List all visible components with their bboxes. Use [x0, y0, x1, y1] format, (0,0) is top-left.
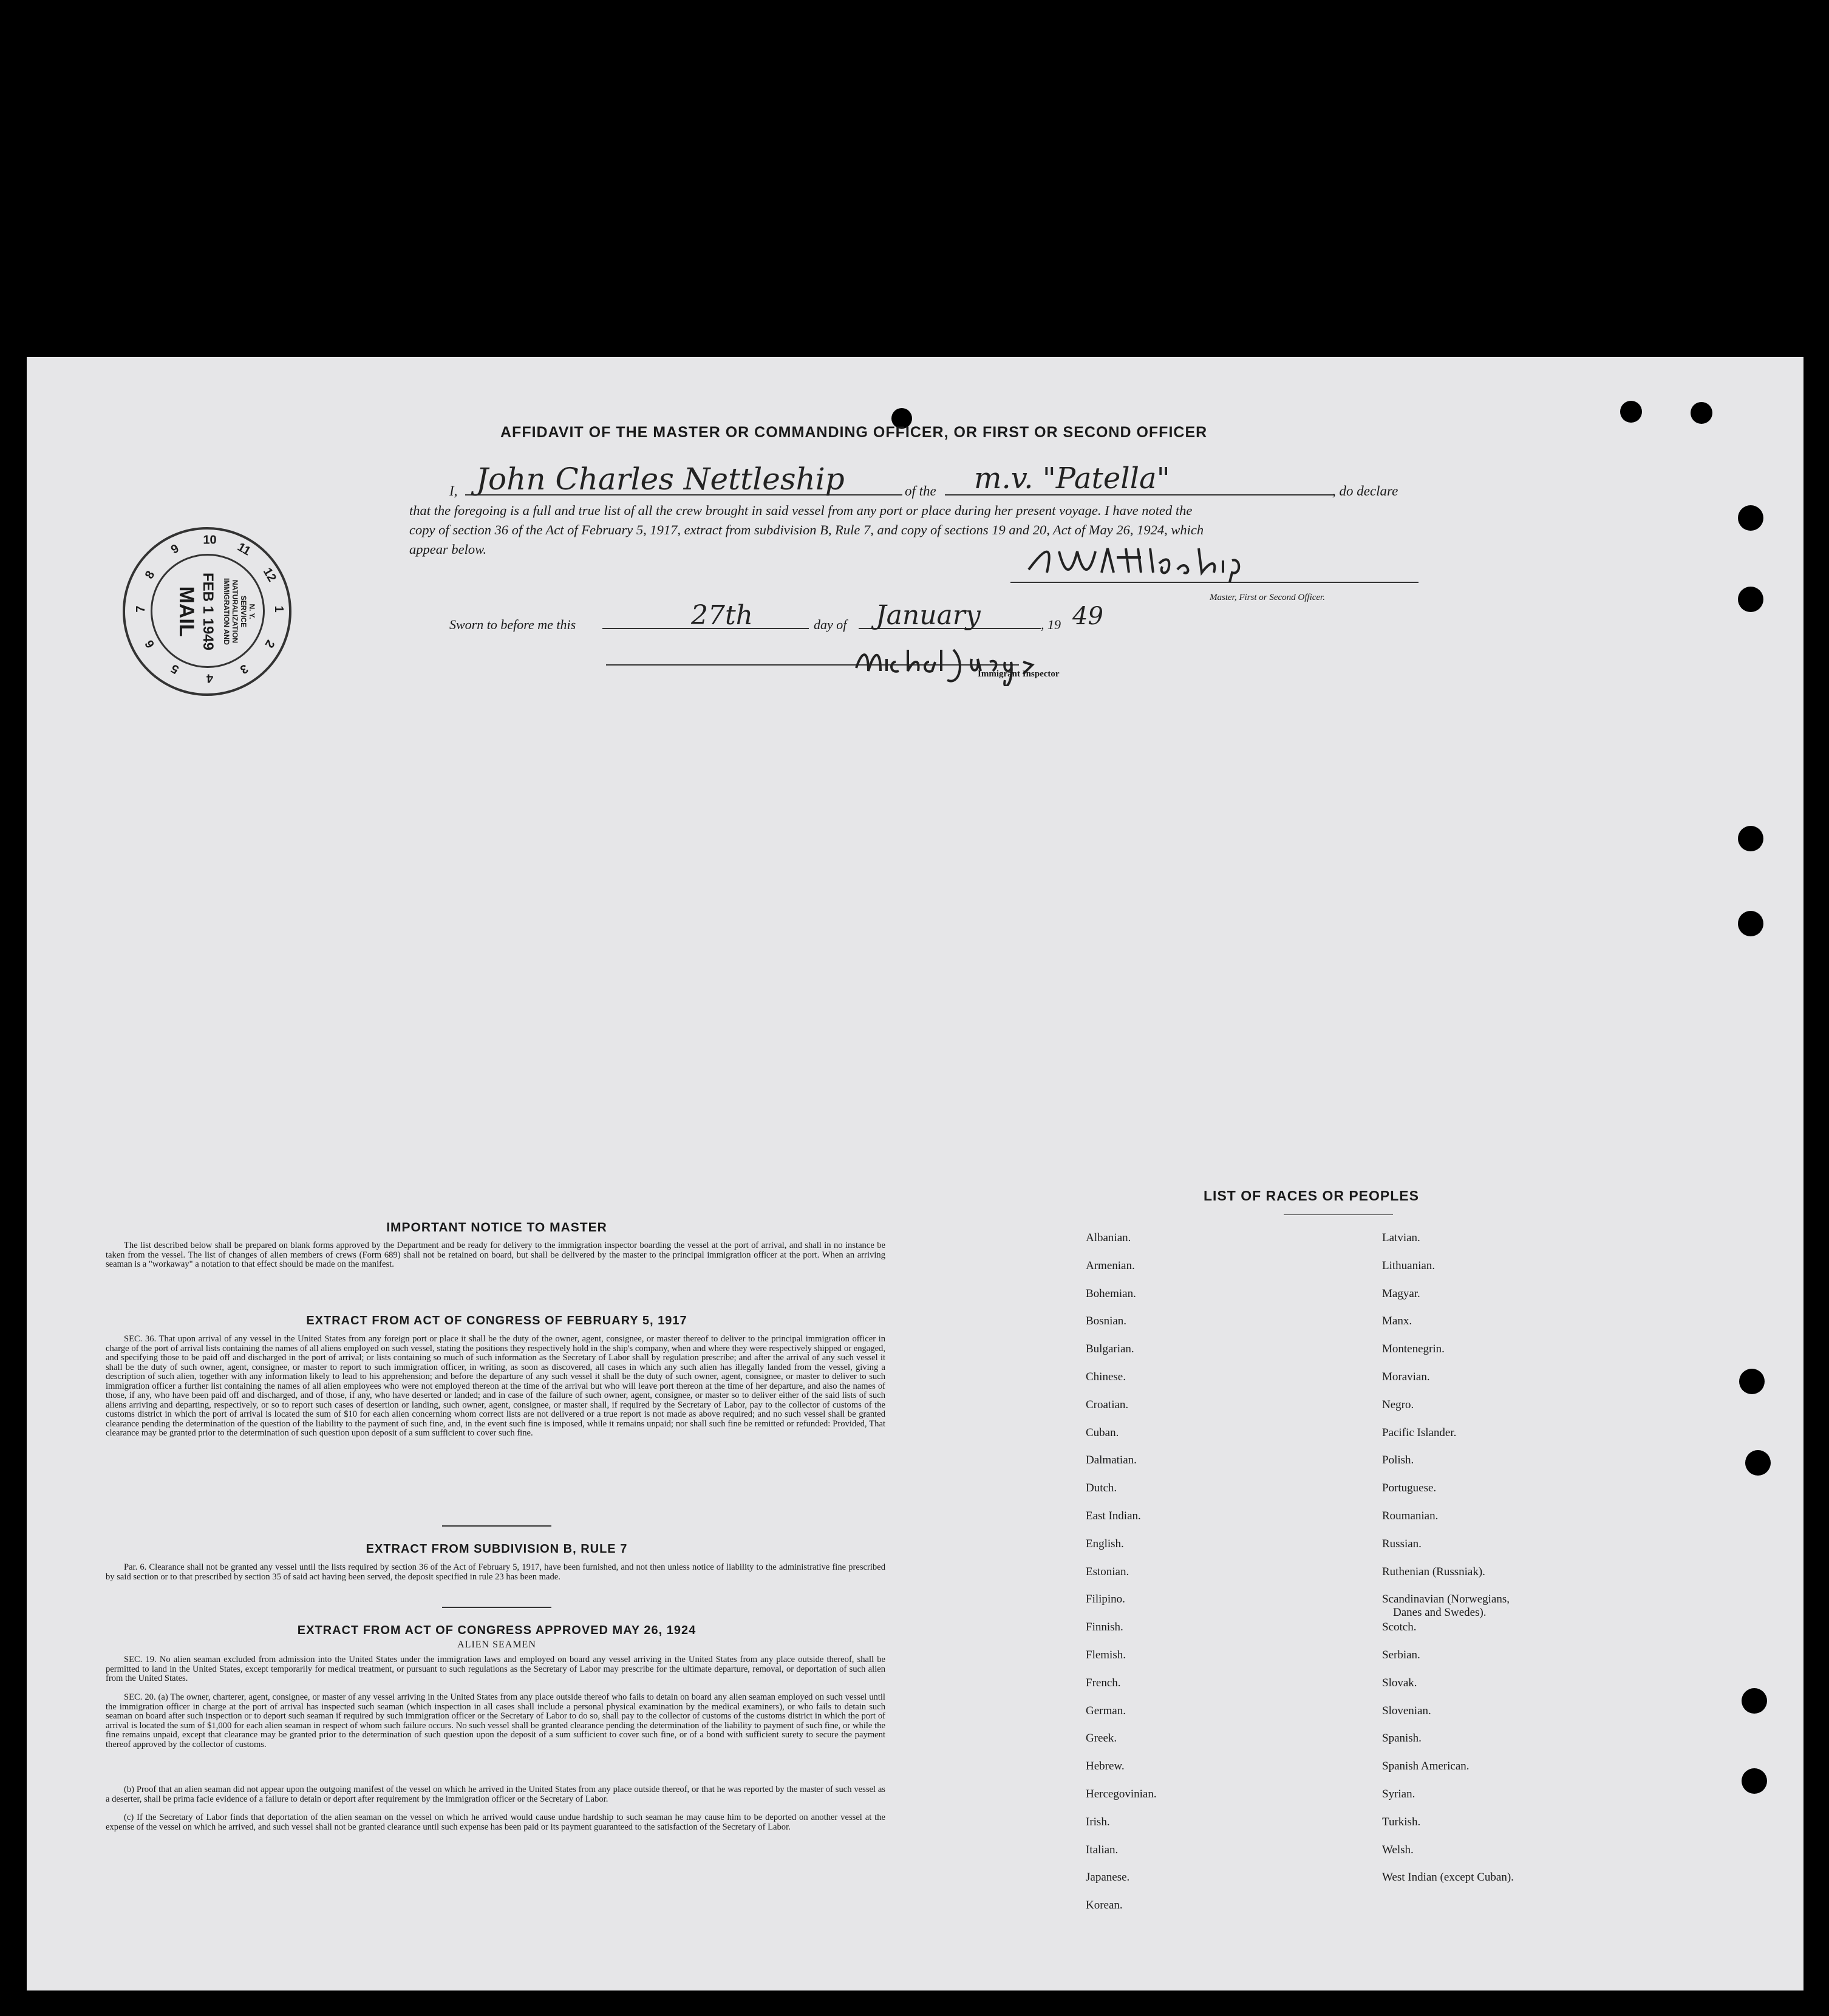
- document-page: [27, 357, 1803, 1990]
- stamp-number: 11: [235, 540, 253, 559]
- race-item: East Indian.: [1086, 1510, 1141, 1522]
- race-item: Pacific Islander.: [1382, 1426, 1457, 1439]
- race-item: Negro.: [1382, 1398, 1414, 1411]
- affidavit-title: AFFIDAVIT OF THE MASTER OR COMMANDING OFFICER, OR FIRST OR SECOND OFFICER: [500, 424, 1208, 441]
- race-item: Italian.: [1086, 1844, 1119, 1856]
- master-name: John Charles Nettleship: [476, 461, 845, 497]
- race-item: Spanish.: [1382, 1732, 1422, 1745]
- race-item: Hebrew.: [1086, 1760, 1125, 1773]
- extract2-text: Par. 6. Clearance shall not be granted any vessel until the lists required by section 36 of the Act of February 5, 1917, have been furnished, and not then unless notice of liability to the administrative fine prescribed by said section or to that prescribed by section 35 of said act having been served, the deposit specified in rule 23 has been made.: [106, 1562, 885, 1582]
- extract3-sec20b: (b) Proof that an alien seaman did not appear upon the outgoing manifest of the vessel on which he arrived in the United States from any place outside thereof, or that he was reported by the master of such vessel as a deserter, shall be prima facie evidence of a failure to detain or deport after requirement by the immigration officer or the Secretary of Labor.: [106, 1785, 885, 1804]
- race-item: Montenegrin.: [1382, 1343, 1445, 1355]
- race-item: Bohemian.: [1086, 1287, 1136, 1300]
- race-item: Russian.: [1382, 1538, 1422, 1550]
- notice-title: IMPORTANT NOTICE TO MASTER: [386, 1221, 607, 1234]
- race-item: Bulgarian.: [1086, 1343, 1134, 1355]
- stamp-number: 4: [206, 671, 214, 685]
- races-title: LIST OF RACES OR PEOPLES: [1204, 1188, 1419, 1204]
- punch-hole: [1738, 911, 1763, 936]
- race-item: Portuguese.: [1382, 1482, 1437, 1494]
- race-item: Albanian.: [1086, 1231, 1131, 1244]
- race-item: Bosnian.: [1086, 1315, 1127, 1327]
- year-prefix: , 19: [1041, 617, 1061, 632]
- stamp-number: 9: [169, 542, 182, 557]
- extract1-text: SEC. 36. That upon arrival of any vessel in the United States from any foreign port or place it shall be the duty of the owner, agent, consignee, or master thereof to deliver to the principal immigration officer in charge of the port of arrival lists containing the names of all aliens employed on such vessel, stating the positions they respectively hold in the ship's company, when and where they were respectively shipped or engaged, and specifying those to be paid off and discharged in the port of arrival; or lists containing so much of such information as the Secretary of Labor shall by regulation prescribe; and after the arrival of any such vessel it shall be the duty of such owner, agent, consignee, or master to report to such immigration officer, in writing, as soon as discovered, all cases in which any such alien has illegally landed from the vessel, giving a description of such alien, together with any information likely to lead to his apprehension; and before the departure of any such vessel it shall be the duty of such owner, agent, consignee, or master to deliver to such immigration officer a further list containing the names of all alien employees who were not employed thereon at the time of the arrival but who will leave port thereon at the time of her departure, and also the names of those, if any, who have been paid off and discharged, and of those, if any, who have deserted or landed; and in case of the failure of such owner, agent, consignee, or master so to deliver either of the said lists of such aliens arriving and departing, respectively, or so to report such cases of desertion or landing, such owner, agent, consignee, or master shall, if required by the Secretary of Labor, pay to the collector of customs of the customs district in which the port of arrival is located the sum of $10 for each alien concerning whom correct lists are not delivered or a true report is not made as above required; and no such vessel shall be granted clearance pending the determination of the question of the liability to the payment of such fine, and, in the event such fine is imposed, while it remains unpaid; nor shall such fine be remitted or refunded: Provided, That clearance may be granted prior to the determination of such question upon deposit of a sum sufficient to cover such fine.: [106, 1334, 885, 1438]
- race-item: Serbian.: [1382, 1649, 1420, 1661]
- race-item: Roumanian.: [1382, 1510, 1439, 1522]
- extract3-sec19: SEC. 19. No alien seaman excluded from admission into the United States under the immigration laws and employed on board any vessel arriving in the United States from any place outside thereof, shall be permitted to land in the United States, except temporarily for medical treatment, or pursuant to such regulations as the Secretary of Labor may prescribe for the ultimate departure, removal, or deportation of such alien from the United States.: [106, 1655, 885, 1683]
- master-signature-line: [1010, 582, 1419, 583]
- mail-stamp: [123, 527, 291, 696]
- race-item: Spanish American.: [1382, 1760, 1470, 1773]
- sworn-year: 49: [1072, 602, 1103, 630]
- race-item: Lithuanian.: [1382, 1259, 1436, 1272]
- race-item: Finnish.: [1086, 1621, 1123, 1633]
- extract3-subtitle: ALIEN SEAMEN: [457, 1640, 536, 1650]
- punch-hole: [1691, 402, 1712, 424]
- divider: [442, 1607, 551, 1608]
- race-item: Syrian.: [1382, 1788, 1415, 1800]
- extract3-title: EXTRACT FROM ACT OF CONGRESS APPROVED MAY 26, 1924: [297, 1624, 697, 1637]
- extract1-title: EXTRACT FROM ACT OF CONGRESS OF FEBRUARY 5, 1917: [306, 1314, 687, 1327]
- stamp-number: 2: [262, 637, 278, 650]
- race-item: Polish.: [1382, 1454, 1414, 1466]
- race-item: Dutch.: [1086, 1482, 1117, 1494]
- day-of-label: day of: [814, 617, 847, 632]
- race-item: Scandinavian (Norwegians,: [1382, 1593, 1510, 1606]
- stamp-number: 6: [142, 637, 158, 650]
- race-item: Slovenian.: [1382, 1704, 1431, 1717]
- race-item: West Indian (except Cuban).: [1382, 1871, 1514, 1884]
- race-item: Scotch.: [1382, 1621, 1417, 1633]
- race-item: Manx.: [1382, 1315, 1412, 1327]
- sworn-month: January: [876, 600, 981, 631]
- extract3-sec20c: (c) If the Secretary of Labor finds that deportation of the alien seaman on the vessel on which he arrived would cause undue hardship to such seaman he may cause him to be deported on another vessel at the expense of the vessel on which he arrived, and such vessel shall not be granted clearance until such expense has been paid or its payment guaranteed to the satisfaction of the Secretary of Labor.: [106, 1813, 885, 1832]
- race-item: Flemish.: [1086, 1649, 1126, 1661]
- punch-hole: [1738, 505, 1763, 531]
- of-the-label: of the: [905, 483, 936, 499]
- race-item: Magyar.: [1382, 1287, 1420, 1300]
- race-item: English.: [1086, 1538, 1124, 1550]
- races-title-rule: [1284, 1214, 1393, 1215]
- race-item: Hercegovinian.: [1086, 1788, 1157, 1800]
- declaration-line-2: copy of section 36 of the Act of February 5, 1917, extract from subdivision B, Rule 7, and copy of sections 19 and 20, Act of May 26, 1924, which: [409, 522, 1204, 537]
- race-item: Danes and Swedes).: [1393, 1606, 1487, 1619]
- stamp-number: 10: [203, 533, 217, 547]
- race-item: Cuban.: [1086, 1426, 1119, 1439]
- stamp-line-4: NATURALIZATION: [231, 579, 239, 644]
- race-item: German.: [1086, 1704, 1126, 1717]
- race-item: Korean.: [1086, 1899, 1123, 1912]
- race-item: Filipino.: [1086, 1593, 1125, 1606]
- stamp-line-6: N. Y.: [248, 604, 256, 619]
- stamp-number: 5: [169, 661, 182, 676]
- divider: [442, 1525, 551, 1527]
- race-item: Japanese.: [1086, 1871, 1130, 1884]
- punch-hole: [1742, 1768, 1767, 1794]
- race-item: Moravian.: [1382, 1371, 1430, 1383]
- stamp-number: 7: [134, 605, 148, 613]
- vessel-name: m.v. "Patella": [974, 461, 1170, 495]
- sworn-day: 27th: [691, 600, 754, 631]
- race-item: Slovak.: [1382, 1677, 1417, 1689]
- stamp-line-2: FEB 1 1949: [200, 572, 216, 651]
- race-item: Welsh.: [1382, 1844, 1414, 1856]
- punch-hole: [1745, 1450, 1771, 1476]
- extract2-title: EXTRACT FROM SUBDIVISION B, RULE 7: [366, 1542, 628, 1556]
- stamp-line-5: SERVICE: [239, 595, 248, 628]
- race-item: Estonian.: [1086, 1565, 1129, 1578]
- stamp-line-3: IMMIGRATION AND: [222, 578, 231, 645]
- punch-hole: [1738, 826, 1763, 851]
- extract3-sec20a: SEC. 20. (a) The owner, charterer, agent, consignee, or master of any vessel arriving in the United States from any place outside thereof who fails to detain on board any alien seaman employed on such vessel until the immigration officer in charge at the port of arrival has inspected such seaman (which inspection in all cases shall include a personal physical examination by the medical examiners), or who fails to detain such seaman on board after such inspection or to deport such seaman if required by such immigration officer or the Secretary of Labor to do so, shall pay to the collector of customs of the customs district in which the port of arrival is located the sum of $1,000 for each alien seaman in respect of whom such failure occurs. No such vessel shall be granted clearance pending the determination of the liability to payment of such fine, or while the fine remains unpaid, except that clearance may be granted prior to the determination of such question upon the deposit of a sum sufficient to cover such fine, or of a bond with sufficient surety to secure the payment thereof approved by the collector of customs.: [106, 1692, 885, 1749]
- master-signature: [1010, 539, 1350, 582]
- stamp-line-1: MAIL: [175, 586, 198, 637]
- stamp-number: 1: [272, 605, 285, 613]
- race-item: Irish.: [1086, 1816, 1110, 1828]
- punch-hole: [1739, 1369, 1765, 1394]
- declaration-line-3: appear below.: [409, 542, 487, 557]
- race-item: Latvian.: [1382, 1231, 1420, 1244]
- stamp-number: 12: [260, 565, 279, 584]
- race-item: Croatian.: [1086, 1398, 1129, 1411]
- race-item: Armenian.: [1086, 1259, 1135, 1272]
- punch-hole: [1742, 1688, 1767, 1714]
- master-signature-svg: [1010, 539, 1350, 582]
- sworn-label: Sworn to before me this: [449, 617, 576, 632]
- race-item: French.: [1086, 1677, 1121, 1689]
- punch-hole: [1738, 587, 1763, 612]
- race-item: Turkish.: [1382, 1816, 1421, 1828]
- stamp-number: 8: [142, 568, 158, 581]
- race-item: Dalmatian.: [1086, 1454, 1137, 1466]
- declaration-line-1: that the foregoing is a full and true list of all the crew brought in said vessel from any port or place during her present voyage. I have noted the: [409, 503, 1193, 518]
- punch-hole: [1620, 401, 1642, 423]
- race-item: Ruthenian (Russniak).: [1382, 1565, 1485, 1578]
- do-declare-label: , do declare: [1332, 483, 1398, 499]
- notice-text: The list described below shall be prepared on blank forms approved by the Department and be ready for delivery to the immigration inspector boarding the vessel at the port of arrival, and shall in no instance be taken from the vessel. The list of changes of alien members of crews (Form 689) shall not be retained on board, but shall be delivered by the master to the principal immigration officer at the port. When an arriving seaman is a "workaway" a notation to that effect should be made on the manifest.: [106, 1241, 885, 1269]
- race-item: Chinese.: [1086, 1371, 1126, 1383]
- inspector-caption: Immigrant Inspector: [978, 669, 1060, 679]
- i-label: I,: [449, 483, 458, 499]
- signature-caption: Master, First or Second Officer.: [1210, 593, 1325, 602]
- stamp-number: 3: [237, 661, 251, 676]
- race-item: Greek.: [1086, 1732, 1117, 1745]
